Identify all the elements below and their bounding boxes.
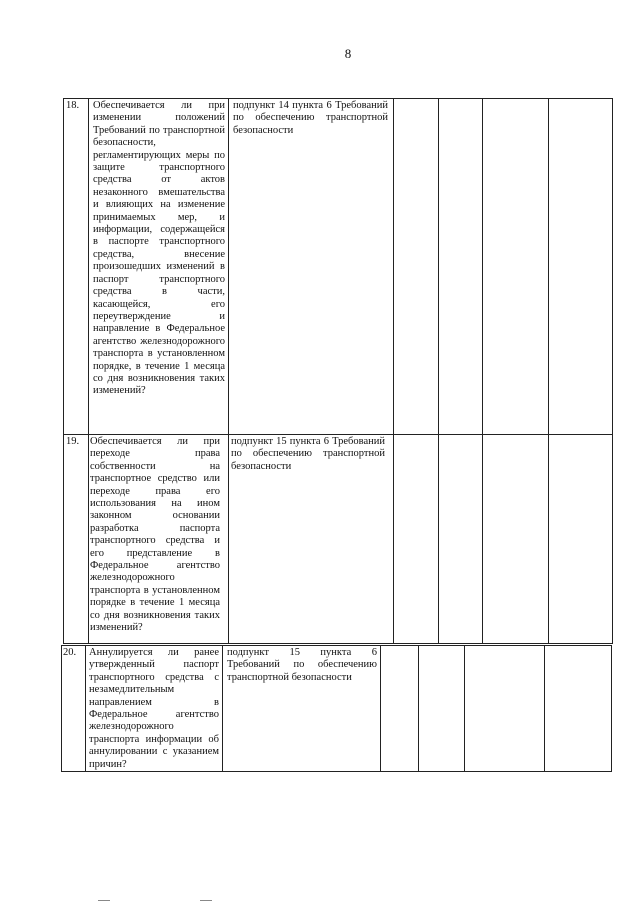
row-20-question: Аннулируется ли ранее утвержденный паспорт транспортного средства с незамедлительным направлением в Федеральное агентство железнодорожного транспорта информации об аннулировании с указанием причин? [89,647,219,770]
col-divider [88,98,89,644]
page-number-text: 8 [344,46,352,61]
row-18-number: 18. [66,100,80,111]
col-divider [544,645,545,772]
col-divider [393,98,394,644]
col-divider [438,98,439,644]
col-divider [228,98,229,644]
col-divider [418,645,419,772]
page-number [0,46,640,62]
row-20-reference: подпункт 15 пункта 6 Требований по обеспечению транспортной безопасности [227,647,377,683]
scan-mark [200,900,212,901]
col-divider [85,645,86,772]
row-divider [63,434,613,435]
row-20-number: 20. [63,647,77,658]
col-divider [380,645,381,772]
row-19-question: Обеспечивается ли при переходе права собственности на транспортное средство или переходе права его использования на ином законном основании разработка паспорта транспортного средства и его представление в Федеральное агентство железнодорожного транспорта в установленном порядке в течение 1 месяца со дня возникновения таких изменений? [90,436,220,634]
row-19-reference: подпункт 15 пункта 6 Требований по обеспечению транспортной безопасности [231,436,385,472]
row-18-reference: подпункт 14 пункта 6 Требований по обеспечению транспортной безопасности [233,100,388,136]
scan-mark [98,900,110,901]
col-divider [222,645,223,772]
col-divider [548,98,549,644]
col-divider [464,645,465,772]
col-divider [482,98,483,644]
row-18-question: Обеспечивается ли при изменении положений Требований по транспортной безопасности, регламентирующих меры по защите транспортного средства от актов незаконного вмешательства и влияющих на изменение принимаемых мер, и информации, содержащейся в паспорте транспортного средства, внесение произошедших изменений в паспорт транспортного средства в части, касающейся, его переутверждение и направление в Федеральное агентство железнодорожного транспорта в установленном порядке, в течение 1 месяца со дня возникновения таких изменений? [93,100,225,397]
row-19-number: 19. [66,436,80,447]
